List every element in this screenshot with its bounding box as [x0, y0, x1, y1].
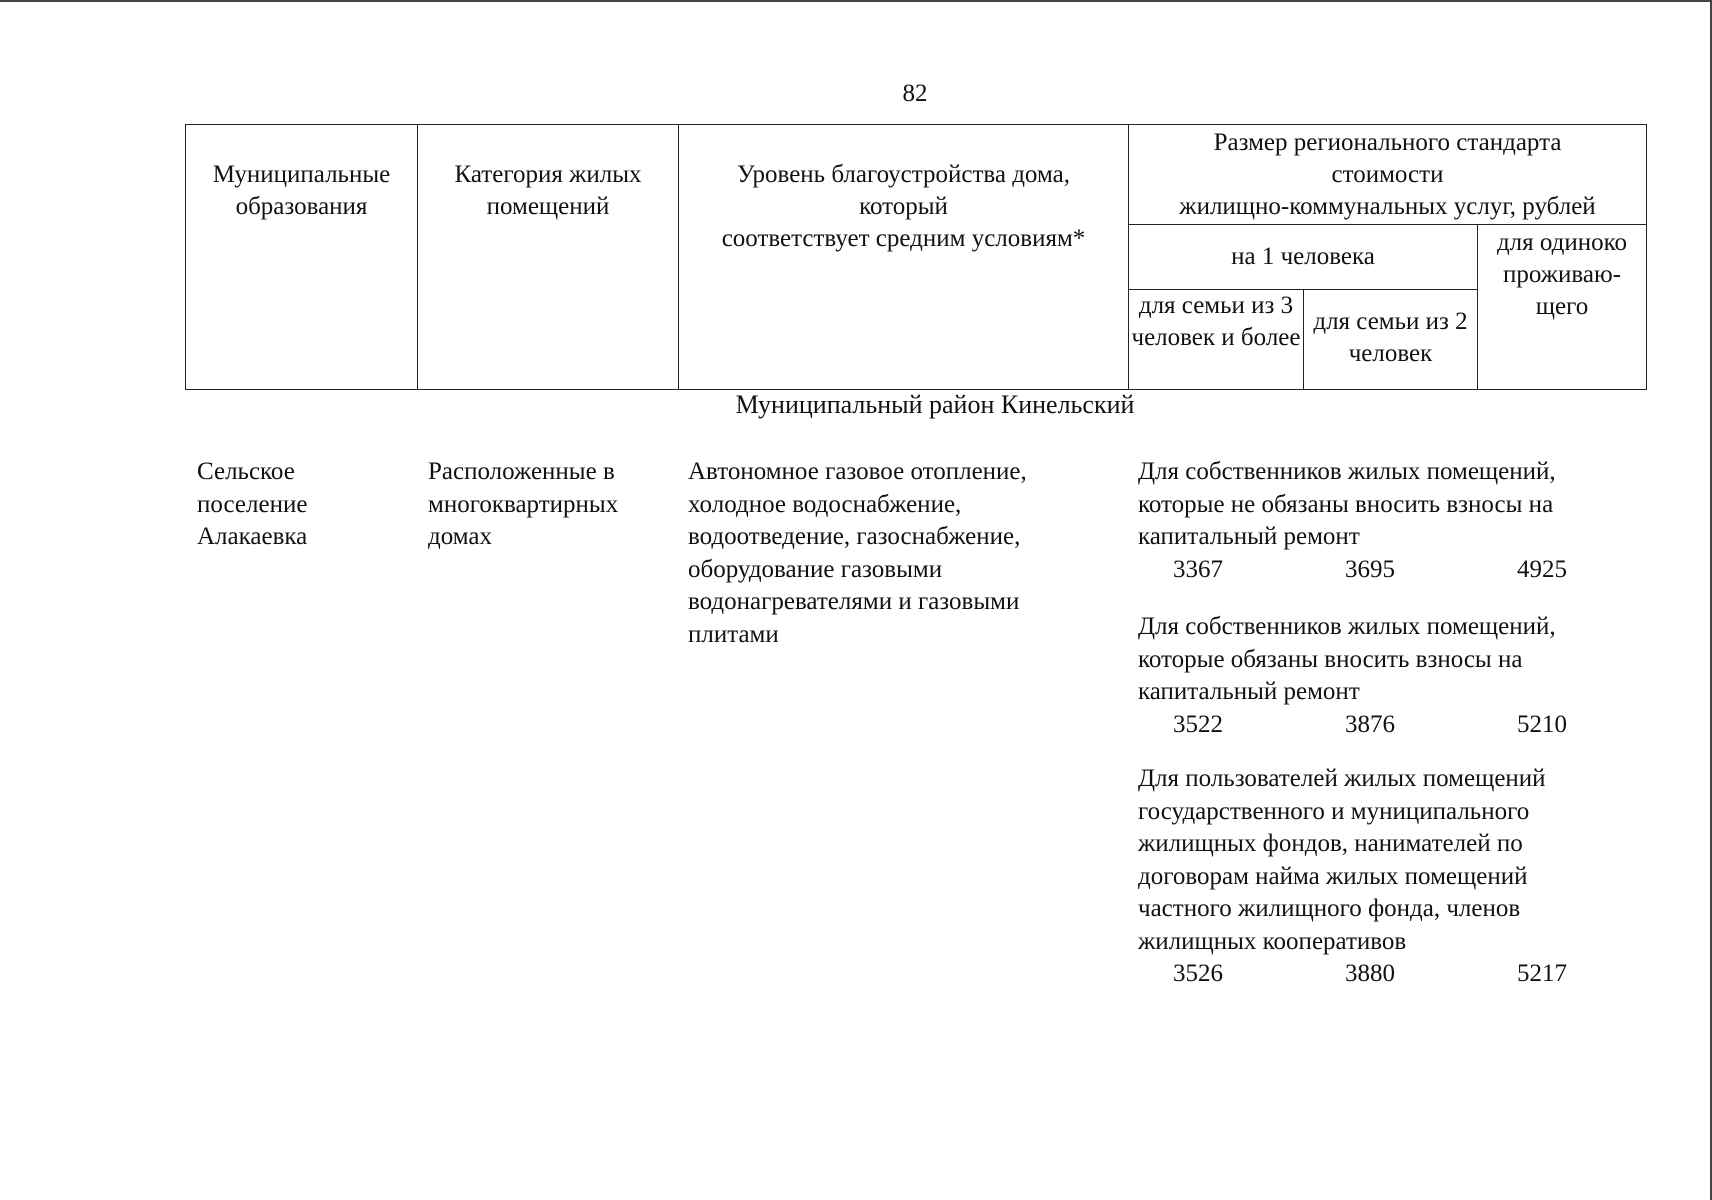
group-line: которые обязаны вносить взносы на	[1138, 645, 1523, 673]
header-table	[185, 124, 1647, 390]
value-single: 5217	[1517, 960, 1567, 987]
row-category-line: многоквартирных	[428, 490, 619, 518]
row-level-line: оборудование газовыми	[688, 555, 943, 583]
group-line: которые не обязаны вносить взносы на	[1138, 490, 1554, 518]
value-family-3: 3522	[1173, 710, 1223, 738]
value-family-2: 3695	[1345, 555, 1395, 583]
row-level-line: Автономное газовое отопление,	[688, 458, 1027, 485]
row-municipal	[197, 456, 417, 554]
header-size-line-3: жилищно-коммунальных услуг, рублей	[1179, 193, 1596, 220]
group-line: жилищных фондов, нанимателей по	[1138, 830, 1523, 857]
row-level	[688, 456, 1128, 651]
group-line: частного жилищного фонда, членов	[1138, 895, 1521, 922]
row-municipal-line: Сельское	[197, 458, 295, 485]
value-family-2: 3876	[1345, 710, 1395, 738]
header-level-line-3: соответствует средним условиям*	[721, 225, 1086, 252]
row-category	[428, 456, 668, 554]
header-family-3: для семьи из 3 человек и более	[1128, 289, 1304, 390]
header-level-line-2: который	[859, 193, 948, 220]
header-level	[678, 124, 1129, 390]
owners-with-contribution-group	[1138, 611, 1638, 741]
group-values	[1138, 709, 1638, 741]
group-values	[1138, 554, 1638, 586]
value-single: 5210	[1517, 710, 1567, 738]
header-single: для одиноко проживаю-щего	[1477, 224, 1647, 390]
row-municipal-line: Алакаевка	[197, 523, 308, 550]
row-level-line: водоотведение, газоснабжение,	[688, 523, 1021, 550]
row-level-line: холодное водоснабжение,	[688, 490, 962, 518]
row-category-line: домах	[428, 523, 492, 550]
owners-no-contribution-group	[1138, 456, 1638, 586]
group-line: жилищных кооперативов	[1138, 927, 1407, 955]
page-number: 82	[902, 80, 928, 107]
group-line: капитальный ремонт	[1138, 678, 1360, 705]
value-family-3: 3367	[1173, 555, 1223, 583]
row-category-line: Расположенные в	[428, 458, 615, 485]
header-municipal: Муниципальные образования	[185, 124, 418, 390]
page-edge-top	[0, 0, 1712, 2]
header-level-line-1: Уровень благоустройства дома,	[737, 161, 1070, 188]
row-level-line: водонагревателями и газовыми	[688, 588, 1020, 615]
header-size-line-2: стоимости	[1331, 161, 1444, 188]
group-line: Для собственников жилых помещений,	[1138, 458, 1556, 485]
row-municipal-line: поселение	[197, 490, 308, 518]
header-size-line-1: Размер регионального стандарта	[1213, 129, 1562, 156]
group-line: капитальный ремонт	[1138, 523, 1360, 550]
value-single: 4925	[1517, 555, 1567, 583]
row-level-line: плитами	[688, 620, 779, 648]
district-title: Муниципальный район Кинельский	[735, 390, 1135, 419]
group-values	[1138, 958, 1638, 990]
value-family-3: 3526	[1173, 960, 1223, 987]
header-per-person: на 1 человека	[1128, 224, 1478, 290]
group-line: Для пользователей жилых помещений	[1138, 765, 1546, 792]
group-line: государственного и муниципального	[1138, 797, 1530, 825]
users-group	[1138, 763, 1638, 990]
value-family-2: 3880	[1345, 960, 1395, 987]
group-line: договорам найма жилых помещений	[1138, 862, 1528, 890]
header-size	[1128, 124, 1647, 225]
header-category: Категория жилых помещений	[417, 124, 679, 390]
group-line: Для собственников жилых помещений,	[1138, 613, 1556, 640]
header-family-2: для семьи из 2 человек	[1303, 289, 1478, 390]
